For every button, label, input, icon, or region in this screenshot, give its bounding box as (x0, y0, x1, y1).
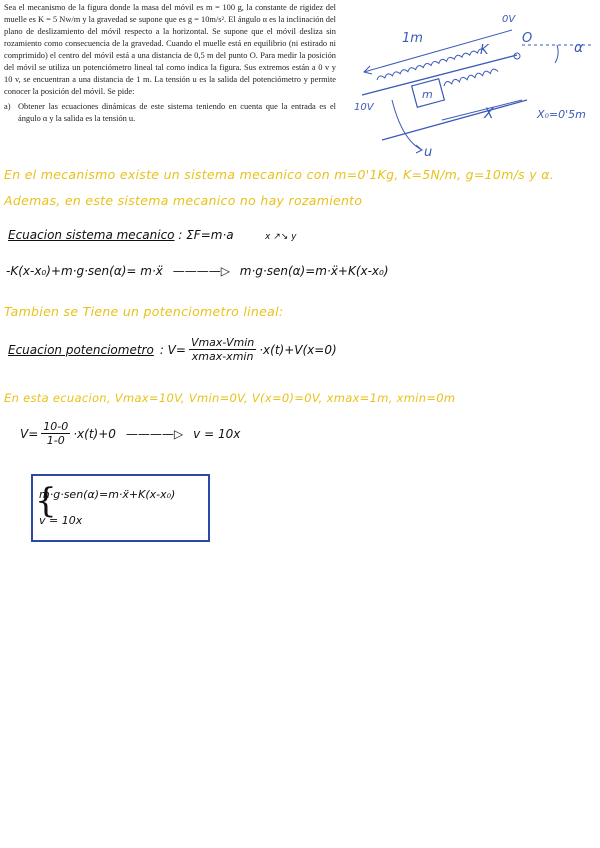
pot-rhs: ·x(t)+V(x=0) (259, 342, 337, 357)
brace-icon: { (35, 481, 57, 521)
mech-eq-right: m·g·sen(α)=m·ẍ+K(x-x₀) (239, 264, 389, 278)
question-text: Obtener las ecuaciones dinámicas de este sistema teniendo en cuenta que la entrada es el ángulo α y la salida es la tensión u. (18, 102, 336, 123)
pot-num: Vmax-Vmin (190, 336, 255, 349)
arrow-icon: ————▷ (172, 264, 230, 278)
sub-rhs: ·x(t)+0 (73, 426, 116, 441)
notes-line1: En el mecanismo existe un sistema mecanico con m=0'1Kg, K=5N/m, g=10m/s y α. (4, 167, 555, 182)
mech-eq-left: -K(x-x₀)+m·g·sen(α)= m·ẍ (6, 264, 163, 278)
pot-lhs: : V= (159, 342, 186, 357)
pot-title: Ecuacion potenciometro (8, 342, 154, 357)
pot-intro: Tambien se Tiene un potenciometro lineal: (4, 304, 284, 319)
problem-statement (4, 2, 336, 162)
mech-law: : ΣF=m·a (178, 228, 234, 242)
pot-equation (8, 336, 337, 363)
substitution-line (20, 420, 240, 447)
axes-y-label: y (291, 232, 297, 242)
box-eq1: m·g·sen(α)=m·ẍ+K(x-x₀) (39, 488, 176, 501)
label-x0: X₀=0'5m (537, 108, 586, 121)
sub-fraction (41, 420, 70, 447)
box-eq2: v = 10x (39, 514, 83, 527)
axes-x-label: x (265, 232, 271, 242)
question (4, 101, 336, 125)
result-box (31, 474, 210, 542)
notes-line2: Ademas, en este sistema mecanico no hay rozamiento (4, 193, 363, 208)
label-alpha: α (574, 40, 584, 56)
sub-den: 1-0 (46, 434, 65, 447)
pot-den: xmax-xmin (191, 350, 254, 363)
mechanism-sketch (352, 0, 600, 160)
mech-equation-heading (8, 228, 234, 242)
mechanism-figure (352, 0, 600, 160)
pot-fraction (189, 336, 256, 363)
label-X: X (484, 106, 494, 122)
sub-result: v = 10x (193, 426, 241, 441)
label-0v: 0V (502, 14, 516, 25)
sub-num: 10-0 (43, 420, 69, 433)
arrow-icon: ————▷ (125, 426, 184, 441)
question-label: a) (4, 102, 11, 111)
problem-text: Sea el mecanismo de la figura donde la masa del móvil es m = 100 g, la constante de rigidez del muelle es K = 5 Nw/m y la gravedad se supone que es g = 10m/s². El ángulo α es la inclinación del plano de deslizamiento del móvil respecto a la horizontal. Se supone que el móvil desliza sin rozamiento como consecuencia de la gravedad. Cuando el muelle está en equilibrio (ni estirado ni comprimido) el centro del móvil está a una distancia de 0,5 m del punto O. Para medir la posición del móvil se utiliza un potenciómetro lineal tal como indica la figura. Sus extremos están a 0 v y 10 v, se encuentran a una distancia de 1 m. La tensión u es la salida del potenciómetro y permite conocer la posición del móvil. Se pide: (4, 3, 336, 96)
sub-lhs: V= (20, 426, 39, 441)
pot-values: En esta ecuacion, Vmax=10V, Vmin=0V, V(x=0)=0V, xmax=1m, xmin=0m (4, 391, 456, 405)
mech-equation-line (6, 264, 389, 278)
mech-title: Ecuacion sistema mecanico (8, 228, 175, 242)
label-u: u (424, 145, 433, 160)
label-10v: 10V (354, 102, 374, 113)
label-O: O (522, 31, 533, 46)
label-1m: 1m (402, 31, 423, 46)
axes-sketch: x ↗↘ y (265, 232, 297, 242)
label-K: K (480, 43, 489, 58)
label-m: m (422, 88, 433, 101)
